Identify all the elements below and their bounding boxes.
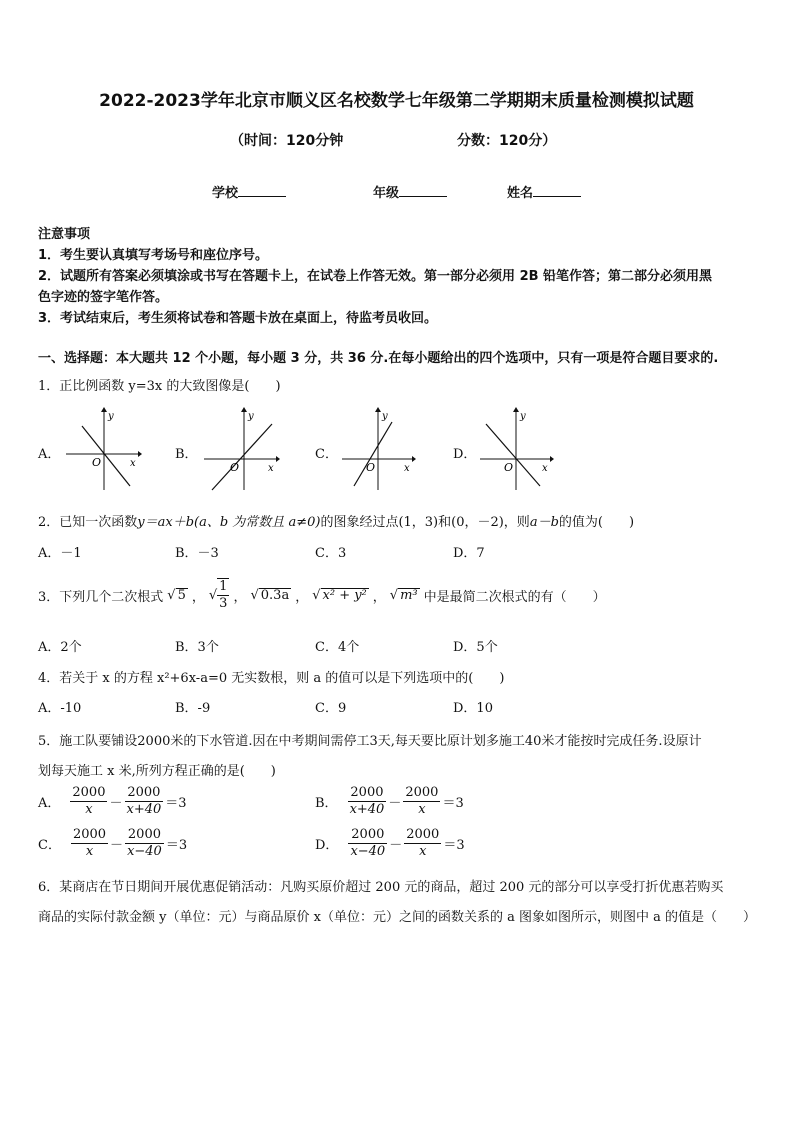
note-item: 1．考生要认真填写考场号和座位序号。 — [38, 248, 269, 263]
separator: ， — [372, 589, 386, 605]
q4-option-d: D．10 — [453, 701, 493, 716]
q3-option-c: C．4个 — [315, 640, 360, 655]
equals-three: ＝3 — [165, 838, 188, 853]
q3-stem-part: 中是最简二次根式的有（ ） — [423, 589, 606, 605]
option-label: A． — [38, 796, 61, 811]
exam-time: （时间：120分钟 — [230, 133, 344, 149]
fraction-denominator: x−40 — [350, 844, 386, 859]
equals-three: ＝3 — [442, 796, 464, 811]
q2-option-a: A．－1 — [38, 546, 82, 561]
radicand: m³ — [400, 587, 418, 603]
fraction-numerator: 2000 — [125, 785, 164, 802]
sqrt-m3: √ m³ — [389, 587, 418, 603]
q1-option-b: B． — [175, 447, 198, 462]
equals-three: ＝3 — [443, 838, 465, 853]
sqrt-0-3a: √ 0.3a — [250, 587, 290, 603]
q6-line1: 6．某商店在节日期间开展优惠促销活动：凡购买原价超过 200 元的商品，超过 200 元的部分可以享受打折优惠若购买 — [38, 880, 724, 895]
radicand: 5 — [177, 587, 186, 603]
option-label: B． — [315, 796, 338, 811]
minus-sign: － — [388, 796, 402, 811]
fraction-numerator: 2000 — [72, 827, 107, 842]
fraction-denominator: x — [85, 802, 93, 817]
q2-stem-part: 2．已知一次函数 — [38, 515, 138, 530]
fraction-numerator: 2000 — [125, 827, 164, 844]
axis-y-label: y — [108, 411, 114, 422]
origin-label: O — [230, 461, 240, 474]
q2-option-b: B．－3 — [175, 546, 219, 561]
exam-score: 分数：120分） — [457, 133, 557, 149]
q1-graph-d — [478, 404, 558, 494]
note-item: 3．考试结束后，考生须将试卷和答题卡放在桌面上，待监考员收回。 — [38, 311, 438, 326]
q1-graph-a — [62, 404, 142, 494]
q3-stem — [38, 578, 606, 612]
fraction-denominator: x — [85, 844, 94, 859]
q5-line1: 5．施工队要铺设2000米的下水管道.因在中考期间需停工3天,每天要比原计划多施工40米才能按时完成任务.设原计 — [38, 734, 702, 749]
q1-option-c: C． — [315, 447, 338, 462]
option-label: C． — [38, 838, 61, 853]
q3-stem-part: 3．下列几个二次根式 — [38, 589, 164, 605]
grade-label: 年级 — [373, 186, 400, 201]
exam-title: 2022-2023学年北京市顺义区名校数学七年级第二学期期末质量检测模拟试题 — [99, 91, 694, 111]
minus-sign: － — [110, 838, 124, 853]
q3-option-d: D．5个 — [453, 640, 498, 655]
minus-sign: － — [389, 838, 403, 853]
q2-stem-part: 的图象经过点(1，3)和(0，－2)，则 — [320, 515, 530, 530]
name-field — [507, 182, 581, 201]
fraction-denominator: x+40 — [126, 802, 162, 817]
q2-option-d: D．7 — [453, 546, 485, 561]
q5-line2: 划每天施工 x 米,所列方程正确的是( ) — [38, 764, 276, 779]
fraction-numerator: 1 — [219, 579, 228, 594]
fraction-denominator: x — [418, 802, 426, 817]
fraction-numerator: 2000 — [348, 785, 387, 802]
grade-blank — [399, 184, 447, 197]
sqrt-x2-y2: √ x² + y² — [312, 587, 367, 603]
q3-option-b: B．3个 — [175, 640, 219, 655]
q5-option-c — [38, 827, 187, 860]
radicand: x² + y² — [322, 587, 367, 603]
origin-label: O — [92, 456, 102, 469]
school-label: 学校 — [212, 186, 239, 201]
q1-option-d: D． — [453, 447, 477, 462]
q6-line2: 商品的实际付款金额 y（单位：元）与商品原价 x（单位：元）之间的函数关系的 a 图象如图所示，则图中 a 的值是（ ） — [38, 910, 756, 925]
notes-heading: 注意事项 — [38, 227, 91, 242]
q5-option-d — [315, 827, 465, 860]
equals-three: ＝3 — [165, 796, 187, 811]
axis-x-label: x — [404, 463, 410, 474]
minus-sign: － — [109, 796, 123, 811]
q5-option-a — [38, 785, 187, 818]
axis-x-label: x — [268, 463, 274, 474]
separator: ， — [233, 589, 247, 605]
school-blank — [238, 184, 286, 197]
axis-x-label: x — [542, 463, 548, 474]
section-heading: 一、选择题：本大题共 12 个小题，每小题 3 分，共 36 分.在每小题给出的四个选项中，只有一项是符合题目要求的. — [38, 351, 719, 366]
fraction-denominator: 3 — [219, 596, 228, 611]
fraction-denominator: x+40 — [349, 802, 385, 817]
fraction-numerator: 2000 — [72, 785, 106, 800]
note-item: 色字迹的签字笔作答。 — [38, 290, 169, 305]
q1-stem: 1．正比例函数 y=3x 的大致图像是( ) — [38, 379, 281, 394]
q5-option-b — [315, 785, 464, 818]
q4-stem: 4．若关于 x 的方程 x²+6x-a=0 无实数根，则 a 的值可以是下列选项中的( ) — [38, 671, 505, 686]
axis-x-label: x — [130, 458, 136, 469]
name-blank — [533, 184, 581, 197]
q1-graph-c — [340, 404, 420, 494]
q4-option-c: C．9 — [315, 701, 347, 716]
q4-option-b: B．-9 — [175, 701, 211, 716]
separator: ， — [191, 589, 205, 605]
school-field — [212, 182, 286, 201]
name-label: 姓名 — [507, 186, 534, 201]
q2-stem-expr: y＝ax＋b(a、b 为常数且 a≠0) — [137, 515, 321, 530]
q1-option-a: A． — [38, 447, 61, 462]
q4-option-a: A．-10 — [38, 701, 82, 716]
fraction-denominator: x−40 — [127, 844, 162, 859]
axis-y-label: y — [520, 411, 526, 422]
q1-graph-b — [200, 404, 280, 494]
sqrt-5: √ 5 — [167, 587, 186, 603]
axis-y-label: y — [248, 411, 254, 422]
q2-stem-part: 的值为( ) — [558, 515, 635, 530]
origin-label: O — [366, 461, 376, 474]
q2-stem — [38, 511, 634, 530]
fraction-denominator: x — [419, 844, 427, 859]
fraction-numerator: 2000 — [406, 827, 440, 842]
radicand: 0.3a — [260, 587, 290, 603]
origin-label: O — [504, 461, 514, 474]
grade-field — [373, 182, 447, 201]
option-label: D． — [315, 838, 339, 853]
axis-y-label: y — [382, 411, 388, 422]
separator: ， — [295, 589, 309, 605]
fraction-numerator: 2000 — [405, 785, 439, 800]
fraction-numerator: 2000 — [348, 827, 387, 844]
q2-option-c: C．3 — [315, 546, 347, 561]
q2-stem-expr: a－b — [529, 515, 559, 530]
q3-option-a: A．2个 — [38, 640, 82, 655]
note-item: 2．试题所有答案必须填涂或书写在答题卡上，在试卷上作答无效。第一部分必须用 2B 铅笔作答；第二部分必须用黑 — [38, 269, 713, 284]
sqrt-one-third: √ $\frac{1}{3}$ — [208, 579, 228, 611]
